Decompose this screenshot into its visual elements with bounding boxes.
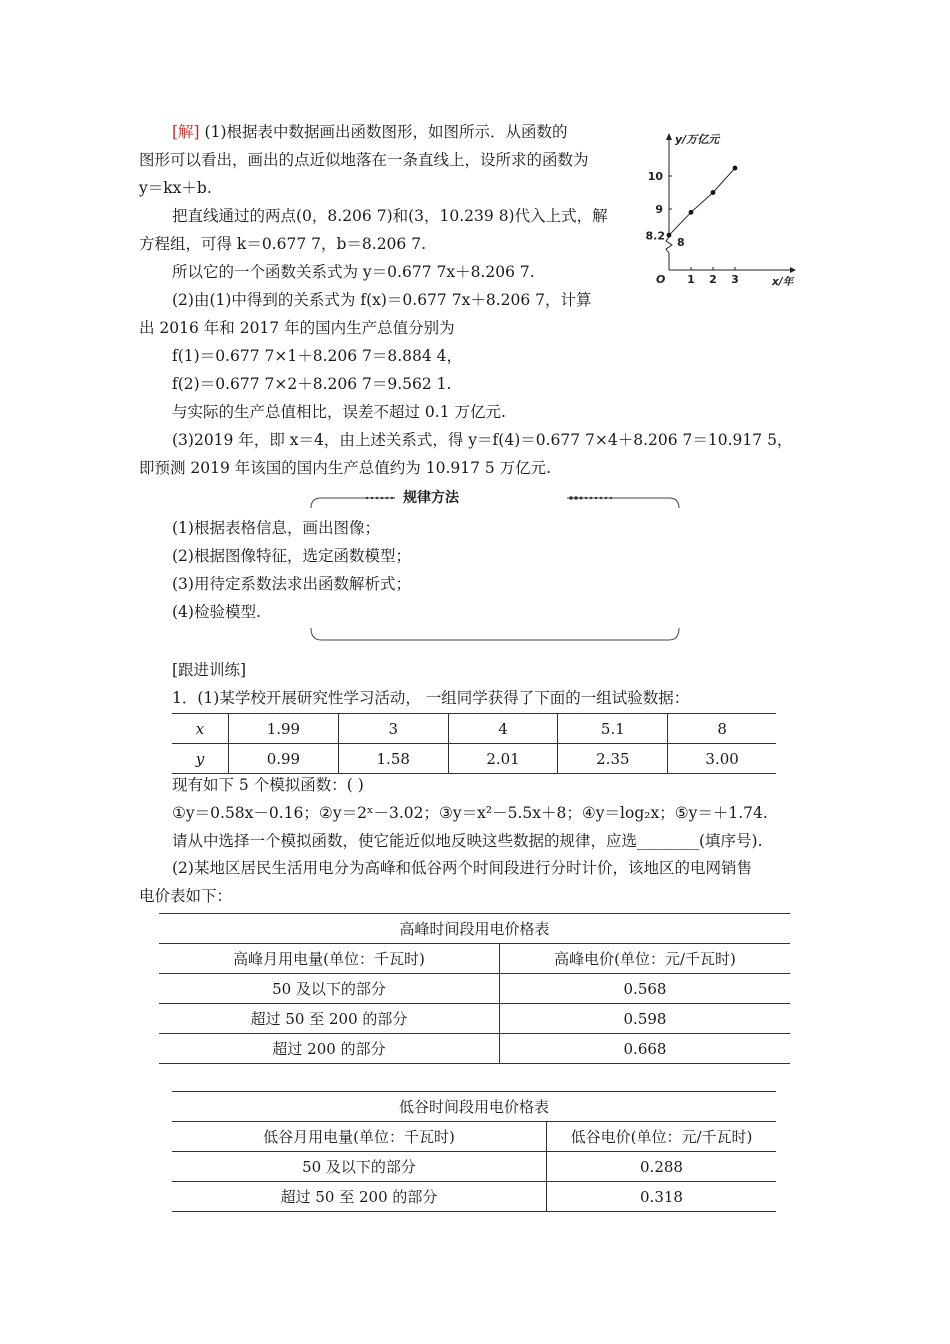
table-cell: 0.598	[623, 1009, 667, 1028]
table-cell: 超过 50 至 200 的部分	[172, 1182, 547, 1212]
table-header-row	[159, 944, 790, 974]
valley-table-title: 低谷时间段用电价格表	[398, 1098, 549, 1116]
y-tick-label: 10	[647, 170, 663, 183]
table-row	[172, 714, 776, 744]
table-cell: x	[172, 714, 229, 744]
table-row	[172, 744, 776, 774]
question-1-ask: 请从中选择一个模拟函数，使它能近似地反映这些数据的规律，应选________(填序号).	[172, 832, 763, 850]
table-cell: 4	[448, 714, 558, 744]
gdp-chart	[640, 125, 800, 295]
table-cell: 3	[338, 714, 448, 744]
table-cell: 1.99	[229, 714, 339, 744]
solution-line-11: 与实际的生产总值相比，误差不超过 0.1 万亿元.	[172, 403, 506, 421]
solution-line-8: 出 2016 年和 2017 年的国内生产总值分别为	[139, 319, 455, 337]
table-cell: 50 及以下的部分	[159, 974, 500, 1004]
table-cell: 50 及以下的部分	[172, 1152, 547, 1182]
table-cell: 5.1	[558, 714, 668, 744]
table-row	[172, 1152, 776, 1182]
method-item-4: (4)检验模型.	[172, 603, 261, 621]
question-1-prompt: 现有如下 5 个模拟函数：( )	[172, 776, 364, 794]
table-row	[159, 1034, 790, 1064]
table-title-row	[159, 914, 790, 944]
table-cell: 3.00	[705, 749, 739, 768]
table-header-row	[172, 1122, 776, 1152]
x-tick-label: 1	[687, 273, 695, 286]
table-title-row	[172, 1092, 776, 1122]
method-frame	[305, 492, 685, 652]
valley-price-table	[172, 1091, 776, 1212]
solution-line-5: 方程组，可得 k＝0.677 7，b＝8.206 7.	[139, 235, 426, 253]
y-tick-label: 9	[655, 203, 663, 216]
table-row	[172, 1182, 776, 1212]
method-item-3: (3)用待定系数法求出函数解析式；	[172, 575, 411, 593]
table-cell: 2.35	[558, 744, 668, 774]
experiment-data-table	[172, 713, 776, 774]
solution-line-13: 即预测 2019 年该国的国内生产总值约为 10.917 5 万亿元.	[139, 459, 552, 477]
solution-line-9: f(1)＝0.677 7×1＋8.206 7＝8.884 4，	[172, 347, 463, 365]
table-cell: 2.01	[448, 744, 558, 774]
solution-tag: [解]	[172, 123, 200, 141]
table-cell: 0.668	[623, 1039, 667, 1058]
y-axis-label: y/万亿元	[675, 133, 720, 146]
solution-line-7: (2)由(1)中得到的关系式为 f(x)＝0.677 7x＋8.206 7，计算	[172, 291, 592, 309]
solution-line-12: (3)2019 年，即 x＝4，由上述关系式，得 y＝f(4)＝0.677 7×4＋8.206 7＝10.917 5，	[172, 431, 793, 449]
column-header: 低谷月用电量(单位：千瓦时)	[172, 1122, 547, 1152]
question-2-line-1: (2)某地区居民生活用电分为高峰和低谷两个时间段进行分时计价，该地区的电网销售	[172, 859, 752, 877]
column-header: 高峰月用电量(单位：千瓦时)	[159, 944, 500, 974]
x-axis-label: x/年	[772, 276, 794, 288]
table-cell: 8	[717, 719, 727, 738]
origin-label: O	[656, 273, 666, 286]
table-row	[159, 974, 790, 1004]
y-axis-arrow	[666, 133, 672, 140]
x-tick-label: 2	[709, 273, 717, 286]
table-cell: 0.288	[640, 1157, 683, 1176]
x-tick-label: 3	[731, 273, 739, 286]
data-point	[667, 233, 672, 238]
solution-line-10: f(2)＝0.677 7×2＋8.206 7＝9.562 1.	[172, 375, 452, 393]
table-cell: y	[172, 744, 229, 774]
data-point	[711, 190, 716, 195]
solution-line-3: y＝kx＋b.	[139, 179, 212, 197]
table-cell: 超过 200 的部分	[159, 1034, 500, 1064]
solution-line-1	[172, 122, 568, 142]
method-item-1: (1)根据表格信息，画出图像；	[172, 519, 380, 537]
table-cell: 0.318	[640, 1187, 683, 1206]
x-axis-arrow	[790, 267, 796, 273]
column-header: 高峰电价(单位：元/千瓦时)	[554, 950, 736, 968]
axis-break-icon	[666, 237, 672, 253]
question-2-line-2: 电价表如下：	[139, 887, 233, 905]
y-tick-label: 8	[677, 236, 685, 249]
table-cell: 超过 50 至 200 的部分	[159, 1004, 500, 1034]
table-cell: 0.568	[623, 979, 667, 998]
question-1-options: ①y＝0.58x－0.16；②y＝2ˣ－3.02；③y＝x²－5.5x＋8；④y＝log₂x；⑤y＝＋1.74.	[172, 804, 768, 822]
question-1: 1．(1)某学校开展研究性学习活动， 一组同学获得了下面的一组试验数据：	[172, 689, 690, 707]
table-row	[159, 1004, 790, 1034]
solution-line-6: 所以它的一个函数关系式为 y＝0.677 7x＋8.206 7.	[172, 263, 535, 281]
solution-line-4: 把直线通过的两点(0，8.206 7)和(3，10.239 8)代入上式，解	[172, 207, 608, 225]
solution-line-2: 图形可以看出，画出的点近似地落在一条直线上，设所求的函数为	[139, 151, 589, 169]
peak-price-table	[159, 913, 790, 1064]
practice-heading: [跟进训练]	[172, 661, 247, 679]
table-cell: 1.58	[338, 744, 448, 774]
series-line	[669, 168, 735, 235]
data-point	[689, 210, 694, 215]
column-header: 低谷电价(单位：元/千瓦时)	[570, 1128, 753, 1146]
method-item-2: (2)根据图像特征，选定函数模型；	[172, 547, 411, 565]
solution-text: (1)根据表中数据画出函数图形，如图所示．从函数的	[204, 123, 568, 141]
peak-table-title: 高峰时间段用电价格表	[399, 920, 550, 938]
data-point	[733, 166, 738, 171]
table-cell: 0.99	[229, 744, 339, 774]
y-tick-label: 8.2	[645, 229, 665, 243]
method-title: 规律方法	[395, 489, 467, 507]
